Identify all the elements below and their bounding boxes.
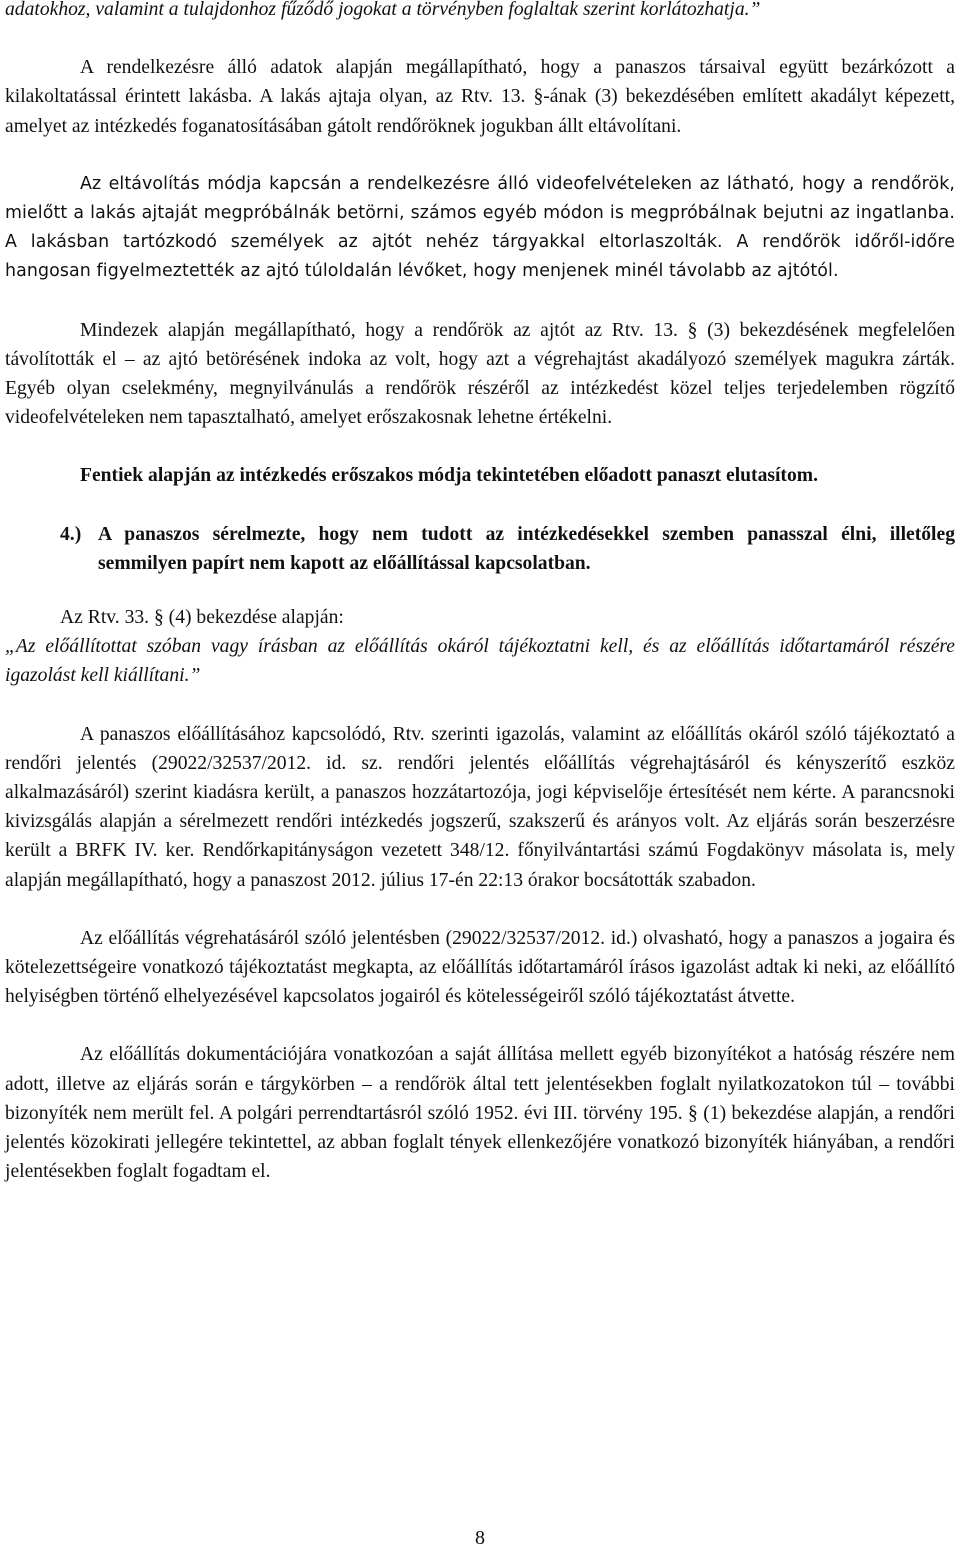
paragraph-evidence-assessment: Az előállítás dokumentációjára vonatkozóan a saját állítása mellett egyéb bizonyítékot a hatóság részére nem adott, illetve az eljárás során e tárgykörben – a rendőrök által tett jelentésekben foglalt nyilatkozatokon túl – további bizonyíték nem merült fel. A polgári perrendtartásról szóló 1952. évi III. törvény 195. § (1) bekezdése alapján, a rendőri jelentés közokirati jellegére tekintettel, az abban foglalt tények ellenkezőjére vonatkozó bizonyíték hiányában, a rendőri jelentésekben foglalt fogadtam el. [5,1044,955,1183]
complaint-item-4 [60,520,955,578]
item-number: 4.) [60,523,82,545]
paragraph-certificate-issued: A panaszos előállításához kapcsolódó, Rtv. szerinti igazolás, valamint az előállítás okáról szóló tájékoztató a rendőri jelentés (29022/32537/2012. id. sz. rendőri jelentés előállítás végrehajtásáról és kényszerítő eszköz alkalmazásáról) szerint kiadásra került, a panaszos hozzátartozója, jogi képviselője értesítését nem kérte. A parancsnoki kivizsgálás alapján a sérelmezett rendőri intézkedés jogszerű, szakszerű és arányos volt. Az eljárás során beszerzésre került a BRFK IV. ker. Rendőrkapitányságon vezetett 348/12. főnyilvántartási számú Fogdakönyv másolata is, mely alapján megállapítható, hogy a panaszost 2012. július 17-én 22:13 órakor bocsátották szabadon. [5,723,955,891]
page-number: 8 [475,1527,485,1549]
paragraph-door-obstacle: A rendelkezésre álló adatok alapján megállapítható, hogy a panaszos társaival együtt bezárkózott a kilakoltatással érintett lakásba. A lakás ajtaja olyan, az Rtv. 13. §-ának (3) bekezdésében említett akadályt képezett, amelyet az intézkedés foganatosításában gátolt rendőröknek jogukban állt eltávolítani. [5,57,955,137]
item-heading: A panaszos sérelmezte, hogy nem tudott az intézkedésekkel szemben panasszal élni, illetőleg semmilyen papírt nem kapott az előállítással kapcsolatban. [98,523,955,574]
statute-quote: „Az előállítottat szóban vagy írásban az előállítás okáról tájékoztatni kell, és az előállítás időtartamáról részére igazolást kell kiállítani.” [5,636,955,687]
paragraph-removal-method: Az eltávolítás módja kapcsán a rendelkezésre álló videofelvételeken az látható, hogy a rendőrök, mielőtt a lakás ajtaját megpróbálnák betörni, számos egyéb módon is megpróbálnak bejutni az ingatlanba. A lakásban tartózkodó személyek az ajtót nehéz tárgyakkal eltorlaszolták. A rendőrök időről-időre hangosan figyelmeztették az ajtó túloldalán lévőket, hogy menjenek minél távolabb az ajtótól. [5,173,955,282]
document-page [5,0,955,1187]
paragraph-lawful-removal: Mindezek alapján megállapítható, hogy a rendőrök az ajtót az Rtv. 13. § (3) bekezdésének megfelelően távolították el – az ajtó betörésének indoka az volt, hogy azt a végrehajtást akadályozó személyek magukra zárták. Egyéb olyan cselekmény, megnyilvánulás a rendőrök részéről az intézkedést közel teljes terjedelemben rögzítő videofelvételeken nem tapasztalható, amelyet erőszakosnak lehetne értékelni. [5,319,955,429]
paragraph-complaint-rejected: Fentiek alapján az intézkedés erőszakos módja tekintetében előadott panaszt elutasítom. [80,465,818,487]
intro-quote-continuation: adatokhoz, valamint a tulajdonhoz fűződő jogokat a törvényben foglaltak szerint korlátozhatja.” [5,0,761,20]
statute-reference: Az Rtv. 33. § (4) bekezdése alapján: [60,607,344,629]
paragraph-report-contents: Az előállítás végrehatásáról szóló jelentésben (29022/32537/2012. id.) olvasható, hogy a panaszos a jogaira és kötelezettségeire vonatkozó tájékoztatást megkapta, az előállítás időtartamáról írásos igazolást adtak ki neki, az előállító helyiségben történő elhelyezésével kapcsolatos jogairól és kötelességeiről szóló tájékoztatást átvette. [5,927,955,1008]
